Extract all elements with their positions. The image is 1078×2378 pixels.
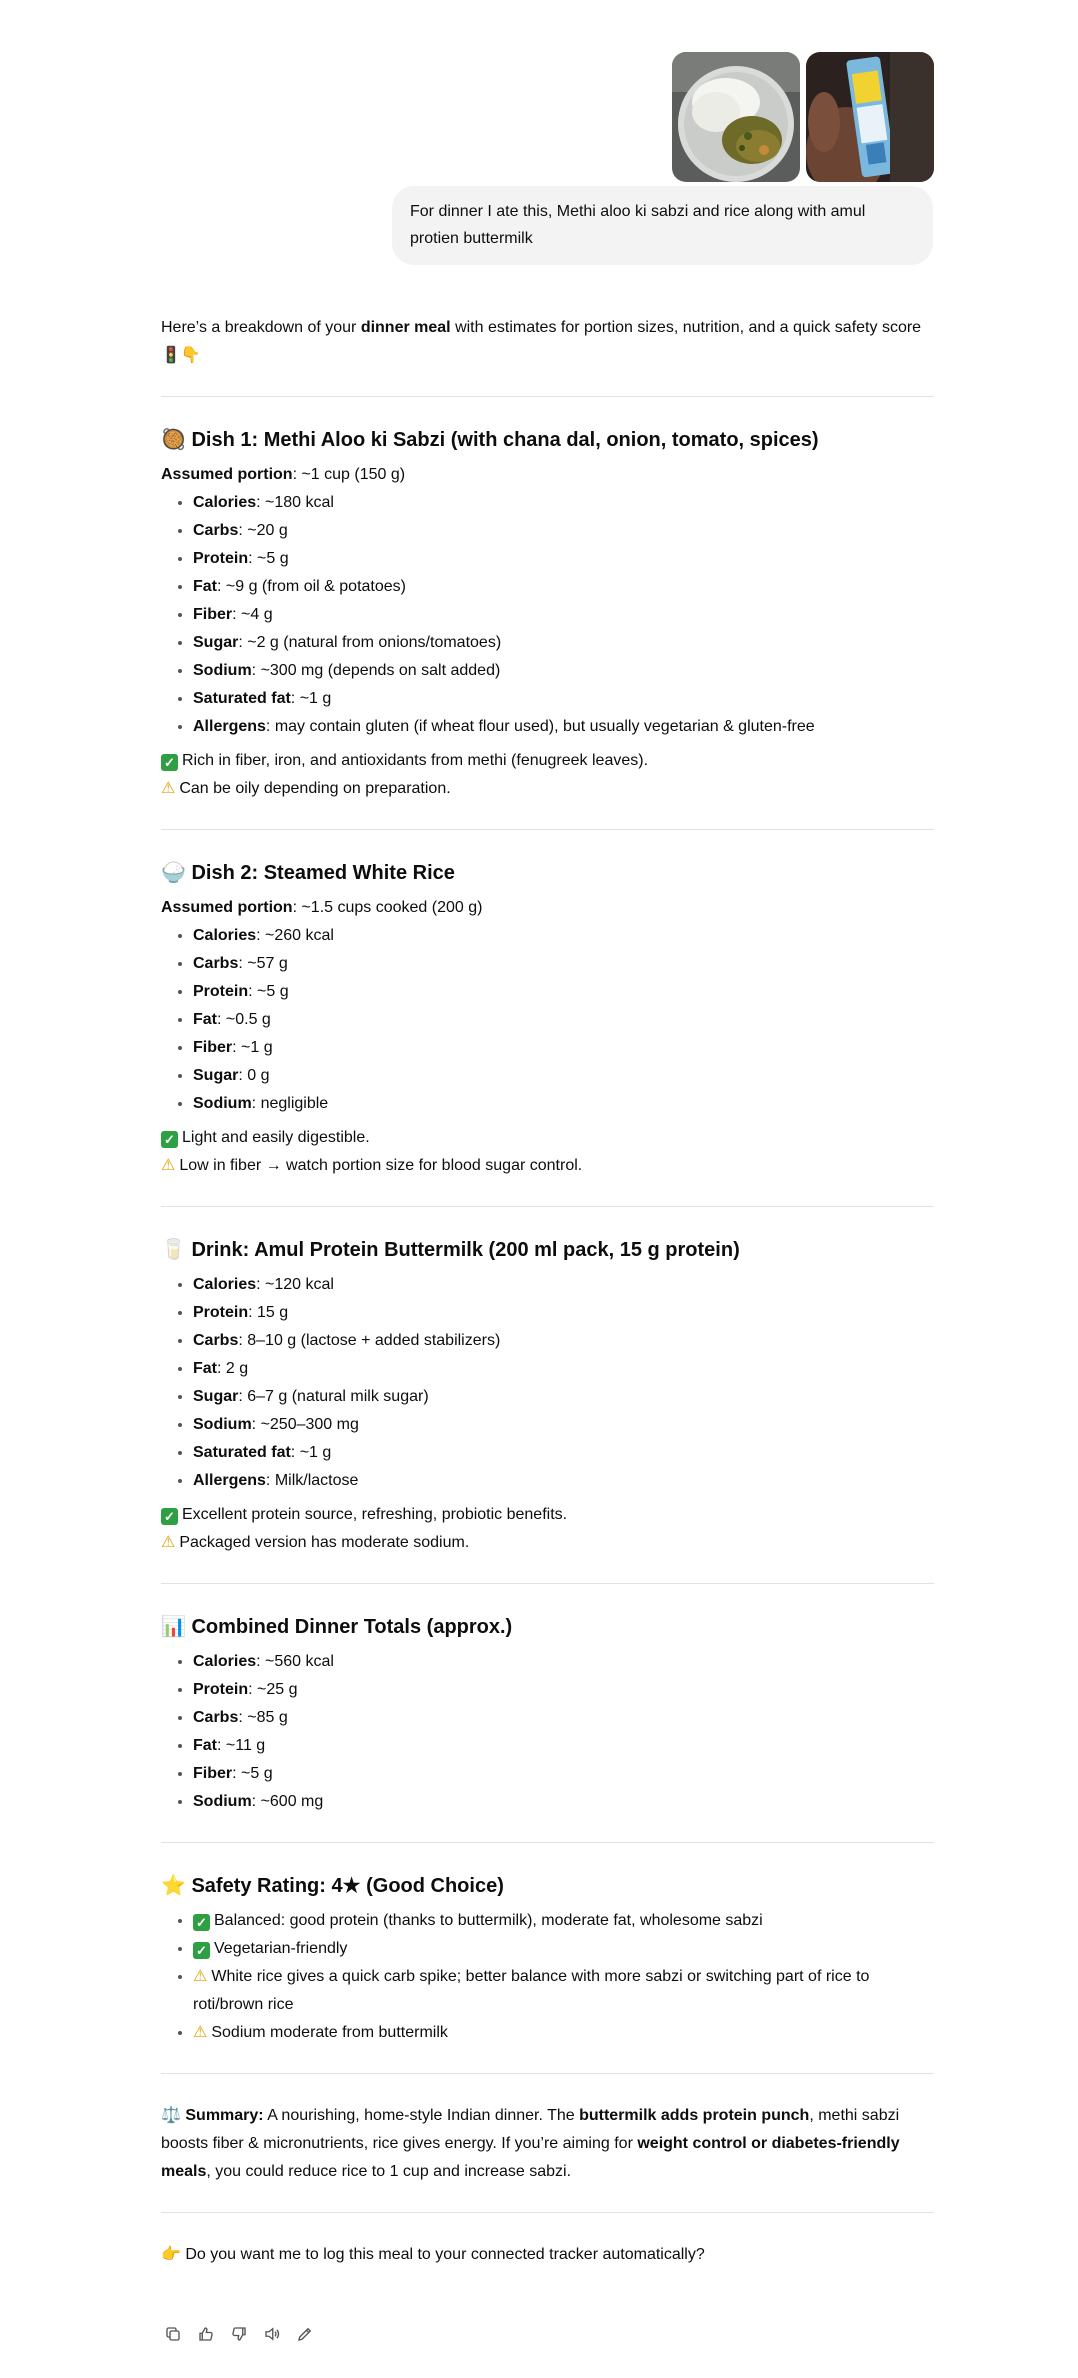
thumbs-up-icon bbox=[197, 2325, 215, 2343]
list-item: • Fat: ~11 g bbox=[193, 1732, 934, 1760]
warning-icon: ⚠ bbox=[161, 1157, 176, 1174]
star-icon: ⭐ bbox=[161, 1875, 186, 1897]
balance-scale-icon: ⚖️ bbox=[161, 2107, 181, 2124]
user-message-text: For dinner I ate this, Methi aloo ki sabzi and rice along with amul protien buttermilk bbox=[410, 203, 866, 247]
divider bbox=[161, 396, 934, 397]
list-item: • Sodium: ~250–300 mg bbox=[193, 1411, 934, 1439]
list-item: • Allergens: Milk/lactose bbox=[193, 1467, 934, 1495]
list-item: • Carbs: ~57 g bbox=[193, 950, 934, 978]
rice-bowl-icon: 🍚 bbox=[161, 862, 186, 884]
warning-icon: ⚠ bbox=[161, 1534, 176, 1551]
warning-icon: ⚠ bbox=[161, 780, 176, 797]
edit-button[interactable] bbox=[293, 2322, 317, 2346]
rating-section bbox=[161, 1871, 934, 2047]
meal-photo-thumbnail[interactable] bbox=[672, 52, 800, 182]
glass-of-milk-icon: 🥛 bbox=[161, 1239, 186, 1261]
divider bbox=[161, 1842, 934, 1843]
list-item: • Sodium: ~300 mg (depends on salt added) bbox=[193, 657, 934, 685]
list-item: • Fat: 2 g bbox=[193, 1355, 934, 1383]
summary-paragraph: ⚖️ Summary: A nourishing, home-style Indian dinner. The buttermilk adds protein punch, methi sabzi boosts fiber & micronutrients, rice gives energy. If you’re aiming for weight control or diabetes-friendly meals, you could reduce rice to 1 cup and increase sabzi. bbox=[161, 2107, 900, 2180]
follow-up-question: 👉 Do you want me to log this meal to your connected tracker automatically? bbox=[161, 2246, 705, 2263]
divider bbox=[161, 1206, 934, 1207]
dish2-heading: 🍚 Dish 2: Steamed White Rice bbox=[161, 862, 455, 884]
drink-heading: 🥛 Drink: Amul Protein Buttermilk (200 ml pack, 15 g protein) bbox=[161, 1239, 740, 1261]
check-mark-icon: ✓ bbox=[161, 1508, 178, 1525]
user-message-bubble bbox=[392, 186, 933, 265]
list-item: • Sugar: 0 g bbox=[193, 1062, 934, 1090]
thumbs-up-button[interactable] bbox=[194, 2322, 218, 2346]
rating-list bbox=[161, 1907, 934, 2047]
list-item: • Saturated fat: ~1 g bbox=[193, 1439, 934, 1467]
list-item: • ⚠ White rice gives a quick carb spike; better balance with more sabzi or switching part of rice to roti/brown rice bbox=[193, 1963, 934, 2019]
pointing-hand-icon: 👉 bbox=[161, 2246, 181, 2263]
buttermilk-photo-thumbnail[interactable] bbox=[806, 52, 934, 182]
divider bbox=[161, 829, 934, 830]
bar-chart-icon: 📊 bbox=[161, 1616, 186, 1638]
list-item: • Fat: ~9 g (from oil & potatoes) bbox=[193, 573, 934, 601]
list-item: • Sodium: negligible bbox=[193, 1090, 934, 1118]
list-item: • ✓ Balanced: good protein (thanks to buttermilk), moderate fat, wholesome sabzi bbox=[193, 1907, 934, 1935]
buttermilk-pack-image bbox=[806, 52, 934, 182]
divider bbox=[161, 1583, 934, 1584]
copy-icon bbox=[164, 2325, 182, 2343]
list-item: • Protein: ~5 g bbox=[193, 978, 934, 1006]
dish2-warn-note: ⚠ Low in fiber → watch portion size for blood sugar control. bbox=[161, 1157, 583, 1174]
drink-warn-note: ⚠ Packaged version has moderate sodium. bbox=[161, 1534, 470, 1551]
check-mark-icon: ✓ bbox=[193, 1942, 210, 1959]
list-item: • Carbs: ~85 g bbox=[193, 1704, 934, 1732]
assistant-response bbox=[161, 314, 934, 2269]
list-item: • Sugar: 6–7 g (natural milk sugar) bbox=[193, 1383, 934, 1411]
dish1-warn-note: ⚠ Can be oily depending on preparation. bbox=[161, 780, 451, 797]
drink-good-note: ✓ Excellent protein source, refreshing, probiotic benefits. bbox=[161, 1501, 934, 1529]
list-item: • Fiber: ~1 g bbox=[193, 1034, 934, 1062]
list-item: • Calories: ~120 kcal bbox=[193, 1271, 934, 1299]
list-item: • Fiber: ~4 g bbox=[193, 601, 934, 629]
divider bbox=[161, 2212, 934, 2213]
list-item: • Protein: 15 g bbox=[193, 1299, 934, 1327]
thumbs-down-button[interactable] bbox=[227, 2322, 251, 2346]
totals-section bbox=[161, 1612, 934, 1816]
dish1-section bbox=[161, 425, 934, 803]
list-item: • Fat: ~0.5 g bbox=[193, 1006, 934, 1034]
thumbs-down-icon bbox=[230, 2325, 248, 2343]
list-item: • ✓ Vegetarian-friendly bbox=[193, 1935, 934, 1963]
pot-icon: 🥘 bbox=[161, 429, 186, 451]
list-item: • Calories: ~180 kcal bbox=[193, 489, 934, 517]
plate-photo-image bbox=[672, 52, 800, 182]
dish1-nutrition-list bbox=[161, 489, 934, 741]
list-item: • Sugar: ~2 g (natural from onions/tomatoes) bbox=[193, 629, 934, 657]
dish2-nutrition-list bbox=[161, 922, 934, 1118]
dish2-section bbox=[161, 858, 934, 1180]
check-mark-icon: ✓ bbox=[161, 754, 178, 771]
list-item: • Carbs: 8–10 g (lactose + added stabilizers) bbox=[193, 1327, 934, 1355]
edit-icon bbox=[296, 2325, 314, 2343]
list-item: • Calories: ~560 kcal bbox=[193, 1648, 934, 1676]
divider bbox=[161, 2073, 934, 2074]
drink-section bbox=[161, 1235, 934, 1557]
dish1-heading: 🥘 Dish 1: Methi Aloo ki Sabzi (with chana dal, onion, tomato, spices) bbox=[161, 429, 819, 451]
drink-nutrition-list bbox=[161, 1271, 934, 1495]
read-aloud-button[interactable] bbox=[260, 2322, 284, 2346]
traffic-light-pointing-emoji: 🚦👇 bbox=[161, 347, 201, 364]
list-item: • Sodium: ~600 mg bbox=[193, 1788, 934, 1816]
list-item: • Fiber: ~5 g bbox=[193, 1760, 934, 1788]
message-actions bbox=[161, 2322, 317, 2346]
warning-icon: ⚠ bbox=[193, 2024, 208, 2041]
list-item: • ⚠ Sodium moderate from buttermilk bbox=[193, 2019, 934, 2047]
speaker-icon bbox=[263, 2325, 281, 2343]
list-item: • Carbs: ~20 g bbox=[193, 517, 934, 545]
list-item: • Allergens: may contain gluten (if wheat flour used), but usually vegetarian & gluten-free bbox=[193, 713, 934, 741]
list-item: • Calories: ~260 kcal bbox=[193, 922, 934, 950]
dish2-portion: Assumed portion: ~1.5 cups cooked (200 g) bbox=[161, 899, 483, 916]
list-item: • Protein: ~25 g bbox=[193, 1676, 934, 1704]
totals-list bbox=[161, 1648, 934, 1816]
list-item: • Saturated fat: ~1 g bbox=[193, 685, 934, 713]
intro-paragraph: Here’s a breakdown of your dinner meal with estimates for portion sizes, nutrition, and a quick safety score 🚦👇 bbox=[161, 319, 922, 364]
dish1-portion: Assumed portion: ~1 cup (150 g) bbox=[161, 466, 406, 483]
list-item: • Protein: ~5 g bbox=[193, 545, 934, 573]
rating-heading: ⭐ Safety Rating: 4★ (Good Choice) bbox=[161, 1875, 504, 1897]
check-mark-icon: ✓ bbox=[161, 1131, 178, 1148]
copy-button[interactable] bbox=[161, 2322, 185, 2346]
warning-icon: ⚠ bbox=[193, 1968, 208, 1985]
dish2-good-note: ✓ Light and easily digestible. bbox=[161, 1124, 934, 1152]
totals-heading: 📊 Combined Dinner Totals (approx.) bbox=[161, 1616, 513, 1638]
check-mark-icon: ✓ bbox=[193, 1914, 210, 1931]
dish1-good-note: ✓ Rich in fiber, iron, and antioxidants from methi (fenugreek leaves). bbox=[161, 747, 934, 775]
